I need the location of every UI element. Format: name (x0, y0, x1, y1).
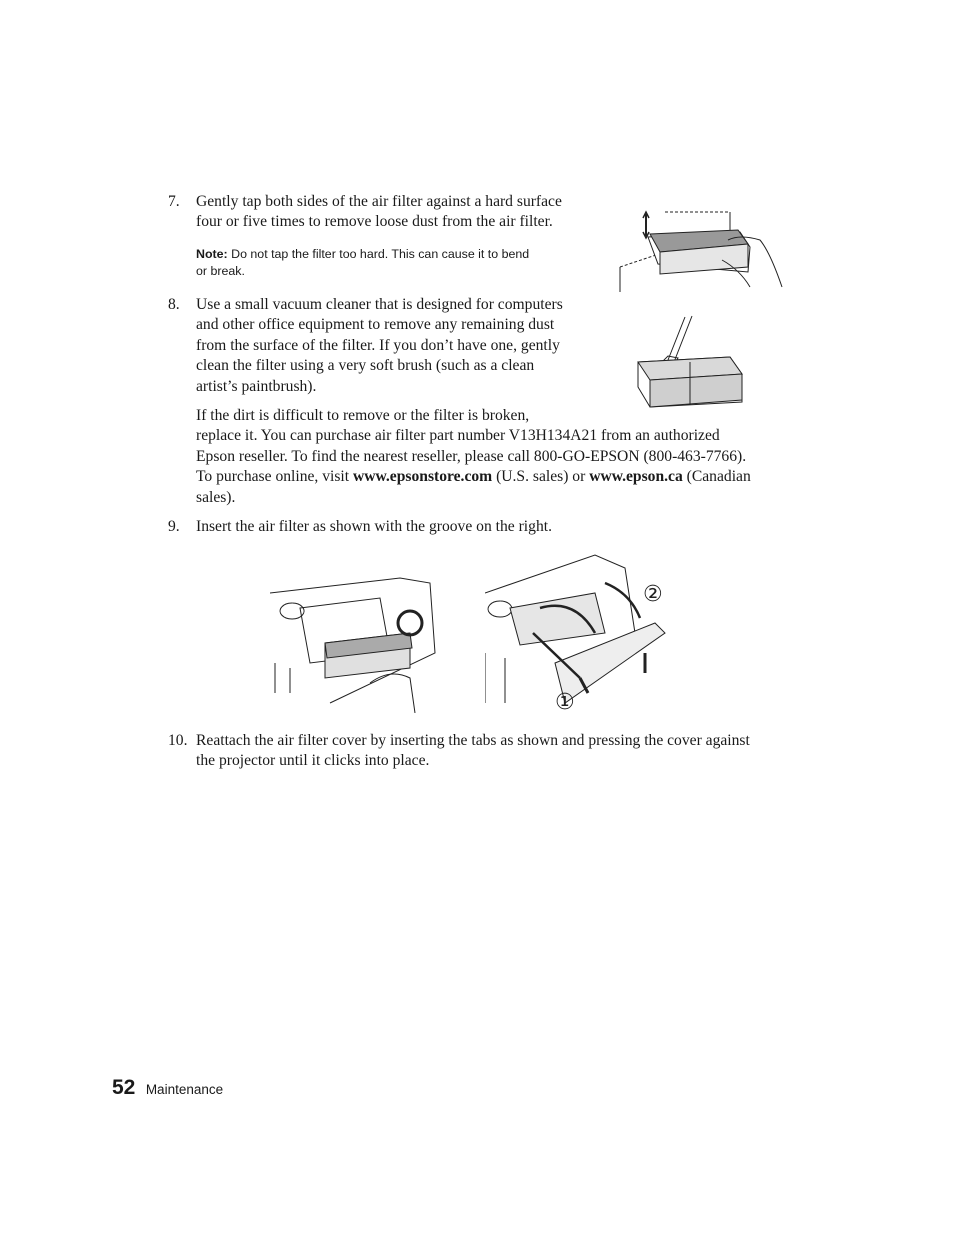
step-line: Gently tap both sides of the air filter against a hard surface (196, 193, 562, 210)
page-footer (112, 1076, 223, 1100)
para-line: sales). (196, 488, 236, 506)
note (196, 246, 586, 280)
callout-one: ① (555, 690, 575, 713)
page-number: 52 (112, 1076, 136, 1099)
callout-two: ② (643, 582, 663, 607)
step-line: artist’s paintbrush). (196, 377, 317, 395)
para-line: replace it. You can purchase air filter part number V13H134A21 from an authorized (196, 427, 720, 445)
step-9 (168, 517, 668, 539)
step-8 (168, 295, 588, 399)
note-text-1: Do not tap the filter too hard. This can cause it to bend (231, 247, 530, 261)
step-line: clean the filter using a very soft brush (such as a clean (196, 357, 535, 375)
step-10 (168, 731, 808, 773)
note-label: Note: (196, 247, 228, 261)
replacement-paragraph (196, 406, 796, 508)
insert-filter-illustration (270, 553, 440, 713)
step-line: Reattach the air filter cover by inserting the tabs as shown and pressing the cover against (196, 732, 750, 749)
step-line: and other office equipment to remove any remaining dust (196, 316, 555, 334)
tap-filter-illustration (610, 192, 790, 302)
attach-cover-illustration (485, 553, 670, 713)
step-line: Use a small vacuum cleaner that is designed for computers (196, 296, 563, 313)
step-7 (168, 192, 588, 234)
step-number: 9. (168, 518, 180, 535)
epson-ca-link[interactable]: www.epson.ca (589, 468, 683, 486)
para-line: Epson reseller. To find the nearest reseller, please call 800-GO-EPSON (800-463-7766). (196, 447, 747, 465)
brush-filter-illustration (630, 312, 750, 412)
epsonstore-link[interactable]: www.epsonstore.com (352, 468, 493, 486)
para-text: To purchase online, visit (196, 468, 353, 486)
section-name: Maintenance (145, 1082, 224, 1097)
step-number: 8. (168, 296, 180, 313)
note-text-2: or break. (196, 264, 245, 278)
step-line: four or five times to remove loose dust from the air filter. (196, 213, 553, 231)
step-line: Insert the air filter as shown with the groove on the right. (196, 518, 552, 535)
para-text: (Canadian (682, 468, 751, 486)
step-line: from the surface of the filter. If you don’t have one, gently (196, 336, 560, 354)
para-text: (U.S. sales) or (492, 468, 590, 486)
step-number: 10. (168, 732, 188, 749)
para-line: If the dirt is difficult to remove or the filter is broken, (196, 407, 530, 424)
step-line: the projector until it clicks into place. (196, 752, 430, 770)
step-number: 7. (168, 193, 180, 210)
